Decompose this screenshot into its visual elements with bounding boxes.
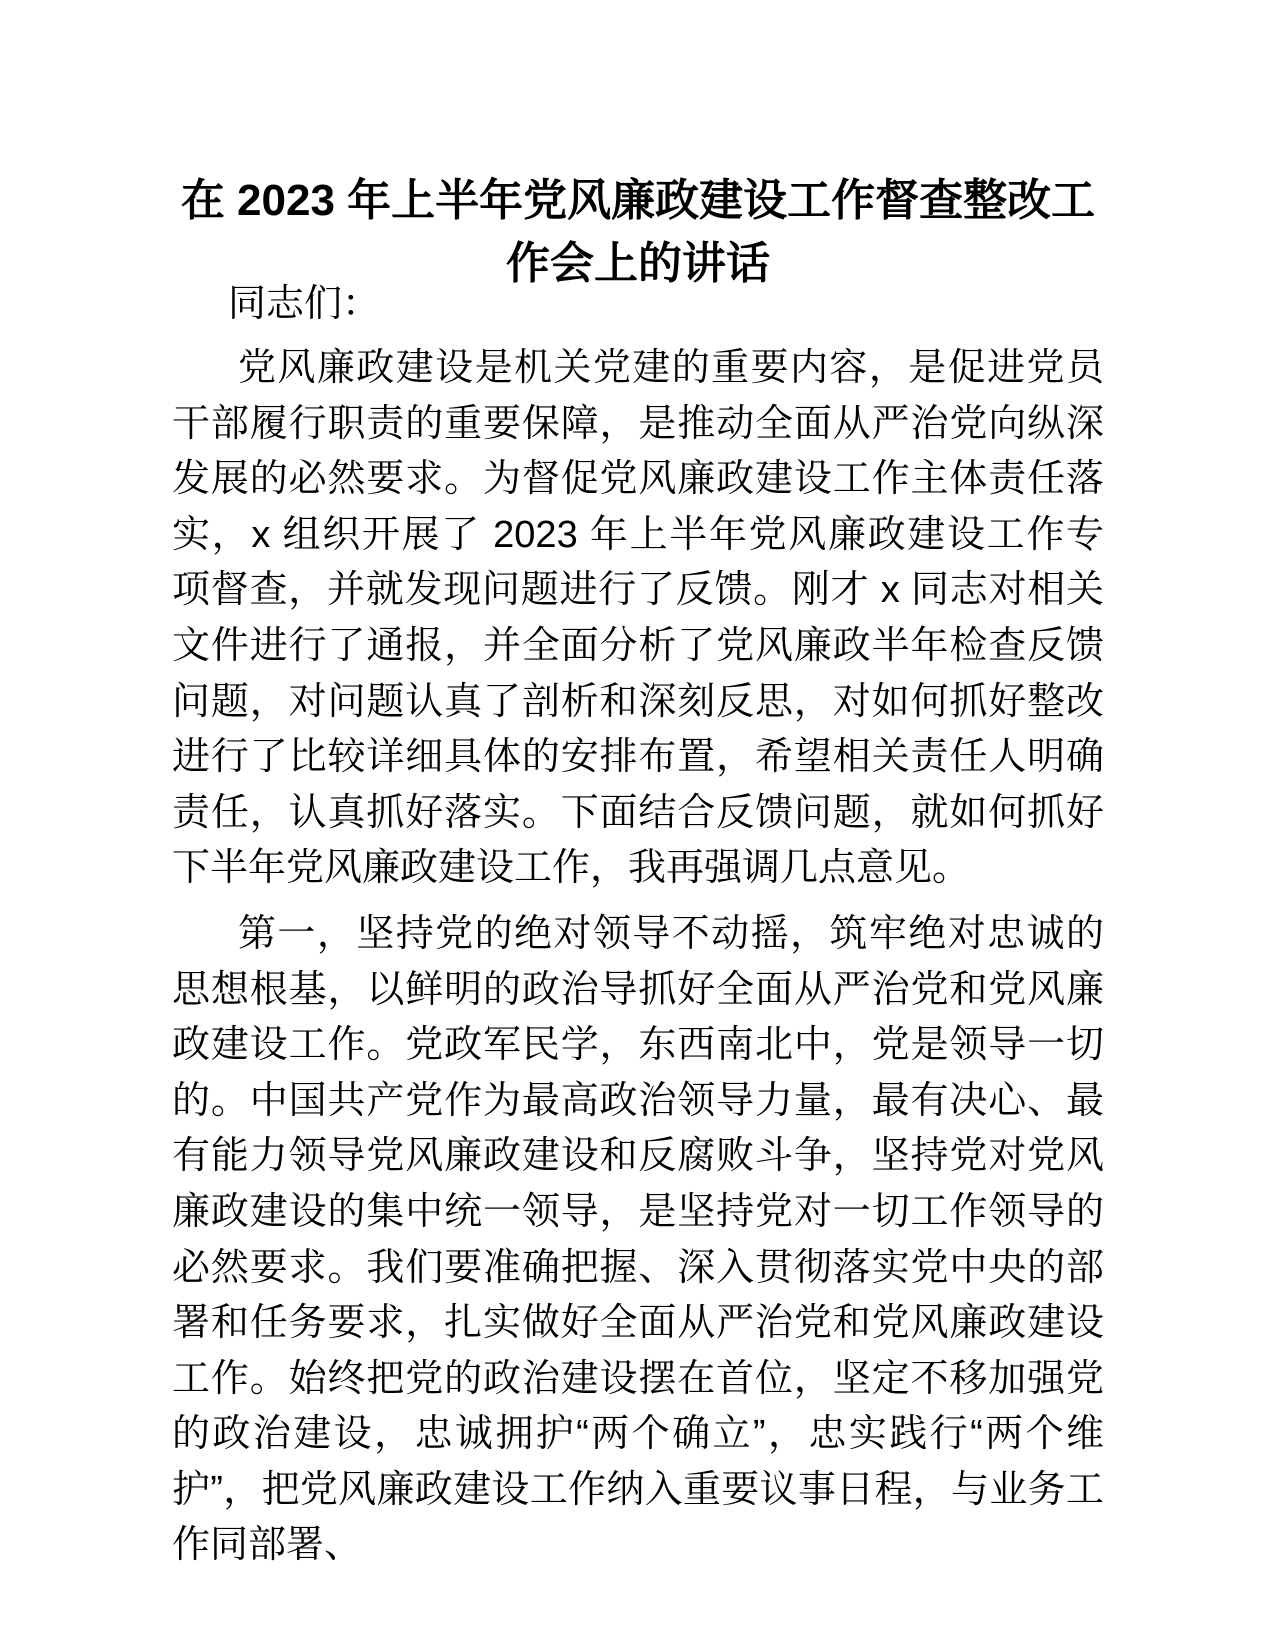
- salutation-line: 同志们：: [228, 283, 381, 325]
- body-paragraph: 第一，坚持党的绝对领导不动摇，筑牢绝对忠诚的思想根基，以鲜明的政治导抓好全面从严治党和党风廉政建设工作。党政军民学，东西南北中，党是领导一切的。中国共产党作为最高政治领导力量，最有决心、最有能力领导党风廉政建设和反腐败斗争，坚持党对党风廉政建设的集中统一领导，是坚持党对一切工作领导的必然要求。我们要准确把握、深入贯彻落实党中央的部署和任务要求，扎实做好全面从严治党和党风廉政建设工作。始终把党的政治建设摆在首位，坚定不移加强党的政治建设，忠诚拥护“两个确立”，忠实践行“两个维护”，把党风廉政建设工作纳入重要议事日程，与业务工作同部署、: [172, 912, 1104, 1567]
- page-title: 在 2023 年上半年党风廉政建设工作督查整改工作会上的讲话: [180, 176, 1096, 289]
- document-body: [172, 341, 1104, 1582]
- body-paragraph: 党风廉政建设是机关党建的重要内容，是促进党员干部履行职责的重要保障，是推动全面从严治党向纵深发展的必然要求。为督促党风廉政建设工作主体责任落实，x 组织开展了 2023 年上半年党风廉政建设工作专项督查，并就发现问题进行了反馈。刚才 x 同志对相关文件进行了通报，并全面分析了党风廉政半年检查反馈问题，对问题认真了剖析和深刻反思，对如何抓好整改进行了比较详细具体的安排布置，希望相关责任人明确责任，认真抓好落实。下面结合反馈问题，就如何抓好下半年党风廉政建设工作，我再强调几点意见。: [172, 347, 1104, 890]
